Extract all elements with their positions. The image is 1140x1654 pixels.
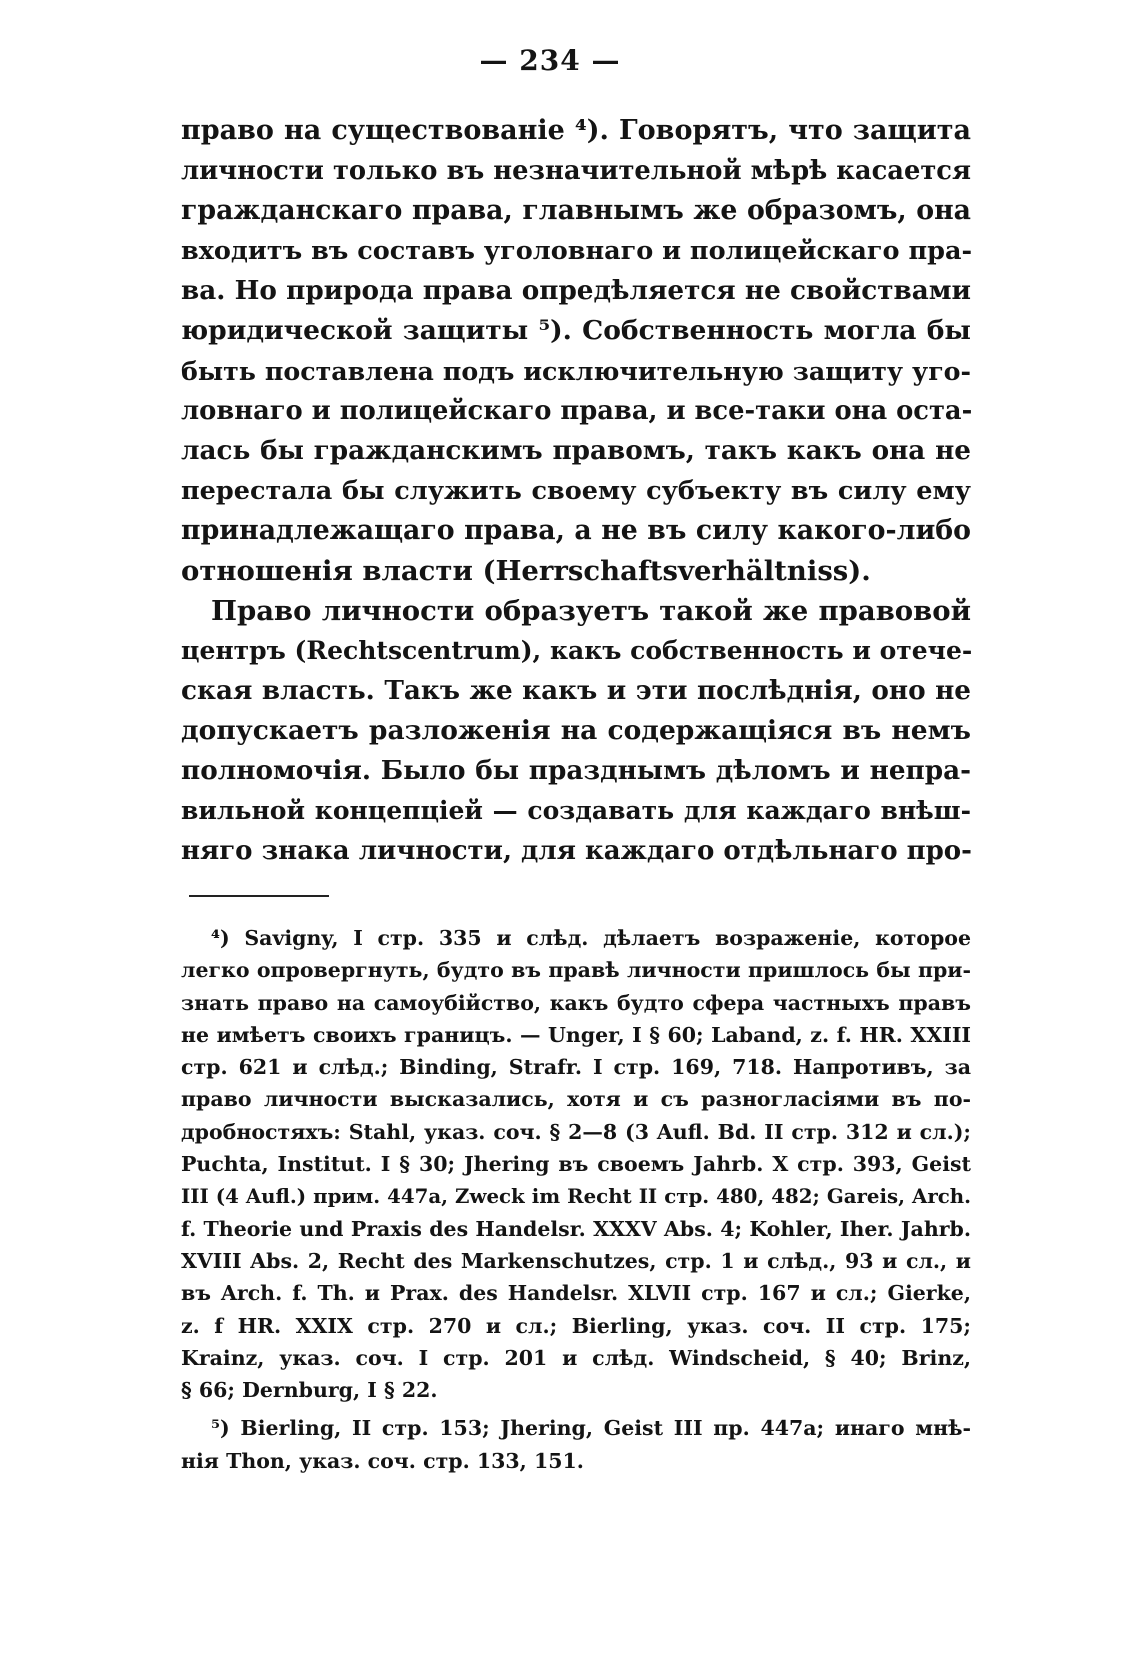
text-line: быть поставлена подъ исключительную защиту уго- (181, 356, 971, 386)
text-line: полномочія. Было бы празднымъ дѣломъ и непра- (181, 755, 971, 786)
text-line: ская власть. Такъ же какъ и эти послѣднія, оно не (181, 675, 971, 706)
footnote-line: знать право на самоубійство, какъ будто сфера частныхъ правъ (181, 990, 971, 1015)
text-line: право на существованіе ⁴). Говорятъ, что защита (181, 115, 971, 146)
footnote-line: не имѣетъ своихъ границъ. — Unger, I § 60; Laband, z. f. HR. XXIII (181, 1022, 971, 1047)
footnotes (181, 922, 971, 1477)
footnote-5 (181, 1412, 971, 1477)
text-line: гражданскаго права, главнымъ же образомъ, она (181, 195, 971, 226)
footnote-line: f. Theorie und Praxis des Handelsr. XXXV Abs. 4; Kohler, Iher. Jahrb. (181, 1216, 971, 1241)
footnote-line: въ Arch. f. Th. и Prax. des Handelsr. XLVII стр. 167 и сл.; Gierke, (181, 1281, 971, 1306)
footnote-line: XVIII Abs. 2, Recht des Markenschutzes, стр. 1 и слѣд., 93 и сл., и (181, 1248, 971, 1273)
text-line: допускаетъ разложенія на содержащіяся въ немъ (181, 715, 971, 746)
text-line: ловнаго и полицейскаго права, и все-таки она оста- (181, 396, 973, 426)
text-line: входитъ въ составъ уголовнаго и полицейскаго пра- (181, 236, 973, 266)
paragraph-end-line: отношенія власти (Herrschaftsverhältniss). (181, 555, 871, 587)
text-line: ва. Но природа права опредѣляется не свойствами (181, 275, 971, 306)
text-line: юридической защиты ⁵). Собственность могла бы (181, 315, 971, 346)
paragraph-start-line: Право личности образуетъ такой же правовой (211, 595, 971, 627)
footnote-line: нія Thon, указ. соч. стр. 133, 151. (181, 1448, 584, 1473)
footnote-line: легко опровергнуть, будто въ правѣ личности пришлось бы при- (181, 958, 971, 983)
footnote-line: ⁴) Savigny, I стр. 335 и слѣд. дѣлаетъ возраженіе, которое (211, 926, 971, 950)
footnote-line: III (4 Aufl.) прим. 447a, Zweck im Recht II стр. 480, 482; Gareis, Arch. (181, 1184, 971, 1209)
footnote-line: право личности высказались, хотя и съ разногласіями въ по- (181, 1087, 971, 1112)
text-line: няго знака личности, для каждаго отдѣльнаго про- (181, 836, 972, 866)
page-number: — 234 — (479, 44, 621, 77)
text-line: вильной концепціей — создавать для каждаго внѣш- (181, 796, 971, 825)
text-line: перестала бы служить своему субъекту въ силу ему (181, 476, 971, 506)
footnote-divider (189, 895, 329, 897)
footnote-line: ⁵) Bierling, II стр. 153; Jhering, Geist III пр. 447a; инаго мнѣ- (211, 1416, 971, 1441)
footnote-4 (181, 922, 971, 1406)
footnote-line: z. f HR. XXIX стр. 270 и сл.; Bierling, указ. соч. II стр. 175; (181, 1313, 971, 1338)
footnote-line: § 66; Dernburg, I § 22. (181, 1378, 438, 1403)
text-line: личности только въ незначительной мѣрѣ касается (181, 156, 971, 186)
footnote-line: дробностяхъ: Stahl, указ. соч. § 2—8 (3 Aufl. Bd. II стр. 312 и сл.); (181, 1119, 971, 1144)
text-line: лась бы гражданскимъ правомъ, такъ какъ она не (181, 435, 971, 466)
footnote-line: Puchta, Institut. I § 30; Jhering въ своемъ Jahrb. X стр. 393, Geist (181, 1152, 971, 1177)
text-line: принадлежащаго права, а не въ силу какого-либо (181, 515, 971, 546)
text-line: центръ (Rechtscentrum), какъ собственность и отече- (181, 636, 973, 665)
footnote-line: стр. 621 и слѣд.; Binding, Strafr. I стр. 169, 718. Напротивъ, за (181, 1055, 971, 1080)
footnote-line: Krainz, указ. соч. I стр. 201 и слѣд. Windscheid, § 40; Brinz, (181, 1345, 971, 1370)
main-text (181, 111, 971, 871)
